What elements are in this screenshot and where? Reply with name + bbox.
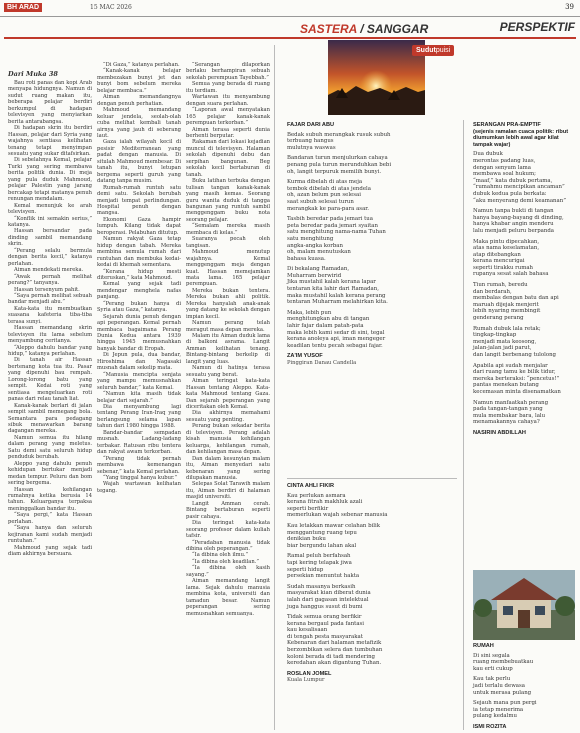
story-paragraph: “Semalam mereka masih membaca di kelas.” [186, 223, 270, 236]
story-paragraph: “Aleppo dahulu bandar yang hidup,” katanya perlahan. [8, 344, 92, 358]
story-paragraph: Dia akhirnya memahami sesuatu yang penting. [186, 410, 270, 423]
story-paragraph: Bau roti panas dan kopi Arab menyapa hidungnya. Namun di sudut ruang makan itu, beberapa pelajar berdiri berkumpul di hadapan televisyen yang menyiarkan berita antarabangsa. [8, 80, 92, 125]
story-paragraph: Aiman terasa seperti dunia berhenti berputar. [186, 126, 270, 139]
story-paragraph: Gaza ialah wilayah kecil di pesisir Mediterranean yang padat dengan manusia. Di situlah Mahmoud membesar. Di tanah itu, bunyi letupan bergema seperti guruh yang datang tanpa musim. [97, 139, 181, 185]
story-paragraph: Kemal menunjuk ke arah televisyen. [8, 202, 92, 216]
story-paragraph: Wartawan itu menyambung dengan suara perlahan. [186, 94, 270, 107]
story-paragraph: Namun rakyat Gaza tetap hidup dengan tabah. Mereka membina semula rumah dari runtuhan dan membuka kedai-kedai di khemah sementara. [97, 236, 181, 269]
poem-stanza: Sejauh mana pun pergi ia tetap menerima pulang kedalmu [473, 700, 537, 720]
story-paragraph: Namun di hatinya terasa sesuatu yang berat. [186, 365, 270, 378]
story-paragraph: Langit Amman cerah. Bintang bertaburan seperti pasir cahaya. [186, 500, 270, 520]
poem-stanza: Tiun rumah, beredu dan berdarah, membalas dengan batu dan api maruah dijejak menjerit lebih nyaring membingit genderang perang [473, 282, 559, 322]
story-paragraph: Mahmoud yang sejak tadi diam akhirnya bersuara. [8, 544, 92, 558]
sunset-illustration [328, 40, 425, 115]
story-paragraph: Buku latihan terbuka dengan tulisan tangan kanak-kanak yang masih kemas. Seorang guru wanita duduk di tangga bangunan yang runtuh sambil menggenggam buku nota seorang pelajar. [186, 178, 270, 223]
poem-stanza: Di sini segala ruang membebuatkau kau erti cukup [473, 652, 534, 672]
poem-author: NASIRIN ABDILLAH [473, 429, 526, 436]
story-paragraph: Mahmoud menutup wajahnya. Kemal menggenggam meja dengan kuat. Hassan memejamkan mata lama. 165 pelajar perempuan. [186, 249, 270, 288]
sudut-puisi-badge: Sudutpuisi [412, 45, 454, 56]
story-paragraph: Mereka bukan tentera. Mereka bukan ahli politik. Mereka hanyalah anak-anak yang datang ke sekolah dengan impian kecil. [186, 287, 270, 320]
header-rule [4, 37, 576, 39]
poem-rumah [473, 643, 575, 731]
poem-stanza: Sudah masanya berkasih masyarakat kian diberat dunia ialah dari gagasan intelektual juga hanggus susut di bumi [287, 583, 371, 610]
story-paragraph: “Saya hanya dan seluruh kejiranan kami sudah menjadi runtuhan.” [8, 525, 92, 545]
story-paragraph: Aleppo yang dahulu penuh kehidupan bertukar menjadi medan tempur. Peluru dan bom sering bergema. [8, 460, 92, 487]
poem-stanza: Bandaran turun menjulurkan cahaya penang pula turun merunduhkan bebi oh, langit terpuruk memilih bunyi. [287, 155, 392, 175]
poem-author: ZA'IM YUSOF [287, 353, 323, 360]
story-paragraph: “Yang tinggal hanya kubur.” [103, 475, 178, 481]
column-divider [274, 45, 275, 730]
story-paragraph: Rakaman dari lokasi kejadian muncul di televisyen. Halaman sekolah dipenuhi debu dan serpihan bangunan. Beg sekolah kecil bertaburan di tanah. [186, 139, 270, 178]
story-paragraph: Kata-kata itu membuatkan suasana kafeteria tiba-tiba terasa sunyi. [8, 305, 92, 325]
column-divider-2 [463, 120, 464, 730]
story-paragraph: “Serangan dilaporkan berlaku berhampiran sebuah sekolah perempuan Tayebbah.” [186, 62, 270, 81]
brand-logo: BH ARAD [4, 3, 42, 12]
poem-place: Kuala Lumpur [287, 677, 325, 684]
story-column-1 [8, 80, 92, 730]
poem-stanza: Rumah dubuk lala retak; tingkap-tingkap menjadi mata keosong, jalan-jalan jadi parut, dan langit berbenang tulolong [473, 325, 556, 358]
section-sastera: SASTERA [300, 22, 357, 36]
story-paragraph: Semua yang berada di ruang itu terdiam. [186, 81, 270, 94]
story-paragraph: Hassan bersandar pada dinding sambil memandang skrin. [8, 228, 92, 248]
story-paragraph: Namun perang telah meragut masa depan mereka. [186, 320, 270, 333]
story-paragraph: “Perang tidak pernah membawa kemenangan sebenar,” kata Kemal perlahan. [97, 455, 181, 475]
story-paragraph: “Awak pernah melihat perang?” tanyanya. [8, 273, 92, 287]
poem-stanza: Kau letakkan mawar celahan bilik menggantung ruang tepu denikian buku biar bergundu lahan akal [287, 522, 381, 549]
house-photo [473, 570, 575, 640]
poem-stanza: Tidak semua orang berfikir kerana bergaul pada fantasi kau kesalisaan di tengah pesta masyarakat Kebenaran dari halaman metafizik berzombikan selera dan tumbuhan koloni berada di tadi mendering keredahan akan digantung Tuhan. [287, 614, 383, 667]
story-paragraph: “Namun kita masih tidak belajar dari sejarah.” [97, 391, 181, 404]
poem-stanza: Kurma dibelah di atas meja tembok dibelah di atas jendela oh, azan belum pun selesai saat subuh selesai turun merangkak ke para-para asar. [287, 179, 371, 212]
story-paragraph: “Perang bukan hanya di Syria atau Gaza,” katanya. [97, 300, 181, 314]
poem-stanza: Tasbih beredar pada jemari tua peta beredar pada jemari syaitan satu menghitung nama-nama Tuhan satu menghitung angka-angka korban oh, malam menutuskan bahasa kuasa. [287, 216, 386, 262]
story-column-2 [97, 62, 181, 730]
story-paragraph: Dia menyambung lagi tentang Perang Iran-Iraq yang berlangsung selama lapan tahun dari 1980 hingga 1988. [97, 404, 181, 430]
poem-cinta-ahli-fikir [287, 483, 457, 730]
poem-stanza: Maka, lebih pun menghitungkan abu di tangan lahir fajar dalam patah-pata maka lebih kami sedar di sini, tegal kerana anoleya api, iman mengeger keadilan tentu pecah sebagai fajar. [287, 309, 386, 349]
poem-title: SERANGAN PRA-EMPTIF (sejenis ramalan cuaca politik: ribut diumumkan lebih awal agar kilat tampak wajar) [473, 122, 569, 148]
story-paragraph: Aiman memandangnya dengan penuh perhatian. [97, 94, 181, 107]
story-paragraph: “Kerana hidup mesti diteruskan,” kata Mahmoud. [97, 268, 181, 281]
story-paragraph: “Konflik ini semakin serius,” katanya. [8, 215, 92, 228]
poem-stanza: Kau tak perlu jadi terlalu dewasa untuk merasa pulang [473, 676, 532, 696]
issue-date: 15 MAC 2026 [90, 4, 132, 11]
story-paragraph: Hassan memandang skrin televisyen itu lama sebelum menyambung ceritanya. [8, 325, 92, 345]
story-paragraph: “Ia dibina oleh keadilan.” [192, 558, 260, 565]
poem-stanza: Maka pintu dipecahkan, atas nama keselamatan, atap ditebangkan kerana mencurigai seperti tirakku rumah rupanya sesat salah bahasa [473, 238, 549, 278]
story-paragraph: Dia teringat kata-kata seorang profesor dalam kuliah tafsir. [186, 520, 270, 540]
story-paragraph: “Peradaban manusia tidak dibina oleh peperangan.” [186, 539, 270, 552]
story-paragraph: Di Jepun pula, dua bandar, Hiroshima dan Nagasaki musnah dalam sekelip mata. [97, 352, 181, 372]
story-paragraph: Kemal yang sejak tadi mendengar menghela nafas panjang. [97, 281, 181, 301]
poem-stanza: Namun manfaatkah perang pada tangan-tangan yang mula membakar bara, lalu menamakannya cahaya? [473, 399, 549, 426]
story-paragraph: Di hadapan skrin itu berdiri Hassan, pelajar dari Syria yang wajahnya sentiasa kelihatan tenang tetapi menyimpan sesuatu yang sukar ditafsirkan. [8, 125, 92, 157]
poem-stanza: Apabila api sudah menjalar dari ruang tamu ke bilik tidur, mereka berteraksi: “pencetus!” pantas menekan butang kecemasan minta disenamatkan [473, 362, 561, 395]
story-paragraph: Suaranya pecah oleh tangisan. [186, 236, 270, 249]
story-paragraph: Dan dalam kesunyian malam itu, Aiman menyedari satu kebenaran yang sering dilupakan manusia. [186, 455, 270, 481]
poem-fajar-dari-abu [287, 122, 457, 472]
poem-serangan-pra-emptif [473, 122, 575, 562]
story-paragraph: Aiman teringat kata-kata Hassan tentang Aleppo. Kata-kata Mahmoud tentang Gaza. Dan sejarah peperangan yang diceritakan oleh Kemal. [186, 378, 270, 411]
poem-stanza: Namun tanpa bukti di tangan hanya bayang-bayang di dinding, hanya khabar angin menderu lalu menjadi peluru berpanda [473, 208, 564, 234]
story-paragraph: Rumah-rumah runtuh satu demi satu. Sekolah berubah menjadi tempat perlindungan. Hospital penuh dengan mangsa. [97, 184, 181, 217]
story-paragraph: Bandar-bandar sempadan musnah. Ladang-ladang terbakar. Ratusan ribu tentera dan rakyat awam terkorban. [97, 429, 181, 456]
poem-divider [287, 478, 457, 479]
page-number: 39 [565, 3, 574, 11]
story-paragraph: “Saya pergi,” kata Hassan perlahan. [8, 512, 92, 525]
story-paragraph: “Ia dibina oleh kasih sayang.” [186, 565, 270, 578]
story-paragraph: Aiman memandang langit lama. Sejak dahulu manusia membina kota, universiti dan tamadun besar. Namun peperangan sering memusnahkan semuanya. [186, 578, 270, 617]
poem-stanza: Dua dubuk merontas padang luas, dengan senyum lama membawa soal hukum; “maaf,” kata dubuk pertama, “rumahmu mencipikan ancaman” dubuk kedua pula berkata: “aku menyerang demi keamanan” [473, 151, 566, 204]
story-paragraph: Malam itu Aiman duduk lama di balkoni asrama. Langit Amman kelihatan tenang. Bintang-bintang berkelip di langit yang luas. [186, 333, 270, 365]
story-paragraph: Kanak-kanak berlari di jalan sempit sambil memegang bola. Semantara para pedagang sibuk menawarkan barang dagangan mereka. [8, 402, 92, 435]
poem-title: CINTA AHLI FIKIR [287, 483, 335, 489]
poem-author: ROSLAN JOMEL [287, 670, 332, 677]
story-paragraph: Mahmoud memandang keluar jendela, seolah-olah cuba melihat kembali tanah airnya yang jauh di seberang laut. [97, 107, 181, 139]
story-paragraph: Namun semua itu hilang dalam perang yang meletus. Satu demi satu seluruh hidup penduduk berubah. [8, 434, 92, 461]
story-paragraph: Di tanah air Hassan bertenang kota tua itu. Pasar yang dipenuhi bau rempah. Lorong-lorong batu yang sempit. Kedai roti yang sentiasa mengeluarkan roti panas dari relau tanah liat. [8, 357, 92, 403]
story-paragraph: “Ia dibina oleh ilmu.” [192, 552, 249, 559]
story-paragraph: Selepas Solat Tarawih malam itu, Aiman berdiri di halaman masjid universiti. [186, 481, 270, 501]
story-paragraph: “Di Gaza,” katanya perlahan. [103, 62, 180, 68]
section-separator: / [356, 22, 367, 36]
story-paragraph: “Kanak-kanak belajar membezakan bunyi jet dan bunyi bom sebelum mereka belajar membaca.” [97, 68, 181, 94]
poem-stanza: Di bekalang Ramadan, Muharram berwirid Jika mustahil kalah kerana lapar tentaran kita lahir dari Ramadan, maka mustahil kalah kerana perang tentaran Muharram melahirkan kita. [287, 266, 388, 306]
story-paragraph: Wajah wartawan kelihatan tegang. [97, 481, 181, 494]
story-paragraph: Ekonomi Gaza hampir lumpuh. Kilang tidak dapat beroperasi. Pelabuhan ditutup. [97, 216, 181, 236]
poem-stanza: Ramal peluh berfahsah tapi kering telapak jiwa seperti hidup persekian menuntut hakta [287, 553, 360, 580]
section-sanggar: SANGGAR [366, 22, 429, 36]
story-paragraph: Aiman mendekati mereka. [14, 267, 84, 274]
story-paragraph: “Saya pernah melihat sebuah bandar menjadi abu.” [8, 292, 92, 306]
continuation-byline: Dari Muka 38 [8, 70, 58, 78]
poem-author: ISMI ROZITA [473, 723, 507, 730]
story-paragraph: “Laporan awal menyatakan 165 pelajar kanak-kanak perempuan terkorban.” [186, 107, 270, 127]
poem-stanza: Bedak subuh merangkak rusuk subuh terbuang hangus mulutnya waswas [287, 131, 391, 151]
story-paragraph: “Manusia mencipta senjata yang mampu memusnahkan seluruh bandar,” kata Kemal. [97, 371, 181, 391]
poem-title: FAJAR DARI ABU [287, 122, 335, 128]
poem-place: Pinggiran Danau Candella [287, 360, 357, 366]
poem-title: RUMAH [473, 643, 494, 649]
story-paragraph: Di sebelahnya Kemal, pelajar Turki yang sering membawa berita politik dunia. Di meja yang pula duduk Mahmoud, pelajar Palestin yang jarang bercakap tetapi matanya penuh renungan mendalam. [8, 157, 92, 203]
story-paragraph: “Perang selalu bermula dengan berita kecil,” katanya perlahan. [8, 247, 92, 267]
story-paragraph: Hassan kehilangan rumahnya ketika berusia 14 tahun. Keluarganya terpaksa meninggalkan bandar itu. [8, 486, 92, 512]
section-header [300, 20, 575, 36]
story-column-3 [186, 62, 270, 730]
section-perspektif: PERSPEKTIF [499, 20, 575, 34]
story-paragraph: Sejarah dunia penuh dengan api peperangan. Kemal pernah membaca bagaimana Perang Dunia Kedua antara 1939 hingga 1945 memusnahkan banyak bandar di Eropah. [97, 313, 181, 352]
masthead [0, 0, 580, 17]
story-paragraph: Hassan tersenyum pahit. [14, 286, 80, 293]
poem-stanza: Kau perlukan asmara kerana fitrah makhluk azali seperti berfikir memerlukan wajah sebenar manusia [287, 492, 388, 519]
story-paragraph: Perang bukan sekadar berita di televisyen. Perang adalah kisah manusia kehilangan keluarga, kehilangan rumah, dan kehilangan masa depan. [186, 423, 270, 456]
